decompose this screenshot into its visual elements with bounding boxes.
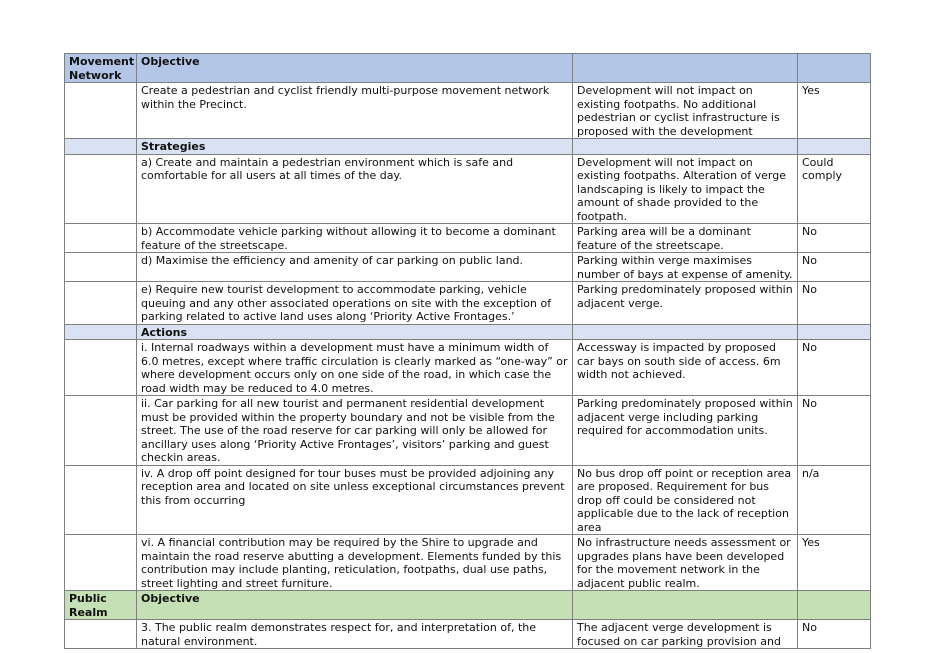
requirement-text: b) Accommodate vehicle parking without allowing it to become a dominant feature of the streetscape.: [137, 224, 573, 253]
assessment-comment: Parking predominately proposed within adjacent verge.: [573, 282, 798, 325]
empty-cell: [65, 83, 137, 139]
requirement-text: e) Require new tourist development to accommodate parking, vehicle queuing and any other associated operations on site with the exception of parking related to active land uses along ‘Priority Active Frontages.’: [137, 282, 573, 325]
assessment-comment: The adjacent verge development is focused on car parking provision and: [573, 620, 798, 649]
section-header-row: [65, 54, 871, 83]
empty-cell: [65, 282, 137, 325]
requirement-text: vi. A financial contribution may be required by the Shire to upgrade and maintain the road reserve abutting a development. Elements funded by this contribution may include planting, reticulation, footpaths, dual use paths, street lighting and street furniture.: [137, 535, 573, 591]
requirement-text: Create a pedestrian and cyclist friendly multi-purpose movement network within the Precinct.: [137, 83, 573, 139]
assessment-comment: Development will not impact on existing footpaths. No additional pedestrian or cyclist infrastructure is proposed with the development: [573, 83, 798, 139]
assessment-table: [64, 53, 871, 649]
subheading-row: [65, 324, 871, 340]
table-row: [65, 154, 871, 224]
empty-cell: [798, 591, 871, 620]
table-row: [65, 224, 871, 253]
empty-cell: [65, 396, 137, 466]
table-row: [65, 465, 871, 535]
empty-cell: [798, 324, 871, 340]
empty-cell: [65, 139, 137, 155]
requirement-text: ii. Car parking for all new tourist and permanent residential development must be provided within the property boundary and not be visible from the street. The use of the road reserve for car parking will only be allowed for ancillary uses along ‘Priority Active Frontages’, visitors’ parking and guest checkin areas.: [137, 396, 573, 466]
empty-cell: [65, 465, 137, 535]
empty-cell: [65, 154, 137, 224]
empty-cell: [65, 340, 137, 396]
compliance-status: n/a: [798, 465, 871, 535]
empty-cell: [65, 620, 137, 649]
subheading-row: [65, 139, 871, 155]
compliance-status: No: [798, 253, 871, 282]
requirement-text: a) Create and maintain a pedestrian environment which is safe and comfortable for all users at all times of the day.: [137, 154, 573, 224]
assessment-comment: Development will not impact on existing footpaths. Alteration of verge landscaping is likely to impact the amount of shade provided to the footpath.: [573, 154, 798, 224]
compliance-status: No: [798, 224, 871, 253]
compliance-status: Yes: [798, 83, 871, 139]
table-row: [65, 253, 871, 282]
compliance-status: No: [798, 620, 871, 649]
assessment-comment: Parking within verge maximises number of bays at expense of amenity.: [573, 253, 798, 282]
compliance-status: No: [798, 282, 871, 325]
compliance-status: No: [798, 340, 871, 396]
table-row: [65, 620, 871, 649]
requirement-text: i. Internal roadways within a development must have a minimum width of 6.0 metres, except where traffic circulation is clearly marked as “one-way” or where development occurs only on one side of the road, in which case the road width may be reduced to 4.0 metres.: [137, 340, 573, 396]
section-objective-label: Objective: [137, 54, 573, 83]
section-header-row: [65, 591, 871, 620]
assessment-comment: No bus drop off point or reception area are proposed. Requirement for bus drop off could be considered not applicable due to the lack of reception area: [573, 465, 798, 535]
empty-cell: [573, 591, 798, 620]
empty-cell: [65, 253, 137, 282]
requirement-text: iv. A drop off point designed for tour buses must be provided adjoining any reception area and located on site unless exceptional circumstances prevent this from occurring: [137, 465, 573, 535]
empty-cell: [798, 139, 871, 155]
assessment-comment: Parking area will be a dominant feature of the streetscape.: [573, 224, 798, 253]
requirement-text: d) Maximise the efficiency and amenity of car parking on public land.: [137, 253, 573, 282]
assessment-comment: Accessway is impacted by proposed car bays on south side of access. 6m width not achieved.: [573, 340, 798, 396]
empty-cell: [573, 324, 798, 340]
compliance-status: Could comply: [798, 154, 871, 224]
compliance-status: No: [798, 396, 871, 466]
empty-cell: [798, 54, 871, 83]
empty-cell: [65, 224, 137, 253]
section-objective-label: Objective: [137, 591, 573, 620]
empty-cell: [65, 324, 137, 340]
subheading-label: Actions: [137, 324, 573, 340]
subheading-label: Strategies: [137, 139, 573, 155]
requirement-text: 3. The public realm demonstrates respect for, and interpretation of, the natural environment.: [137, 620, 573, 649]
empty-cell: [65, 535, 137, 591]
assessment-comment: Parking predominately proposed within adjacent verge including parking required for accommodation units.: [573, 396, 798, 466]
compliance-status: Yes: [798, 535, 871, 591]
table-row: [65, 535, 871, 591]
assessment-comment: No infrastructure needs assessment or upgrades plans have been developed for the movement network in the adjacent public realm.: [573, 535, 798, 591]
table-row: [65, 83, 871, 139]
empty-cell: [573, 54, 798, 83]
table-row: [65, 396, 871, 466]
empty-cell: [573, 139, 798, 155]
section-title: Movement Network: [65, 54, 137, 83]
section-title: Public Realm: [65, 591, 137, 620]
table-row: [65, 282, 871, 325]
table-row: [65, 340, 871, 396]
